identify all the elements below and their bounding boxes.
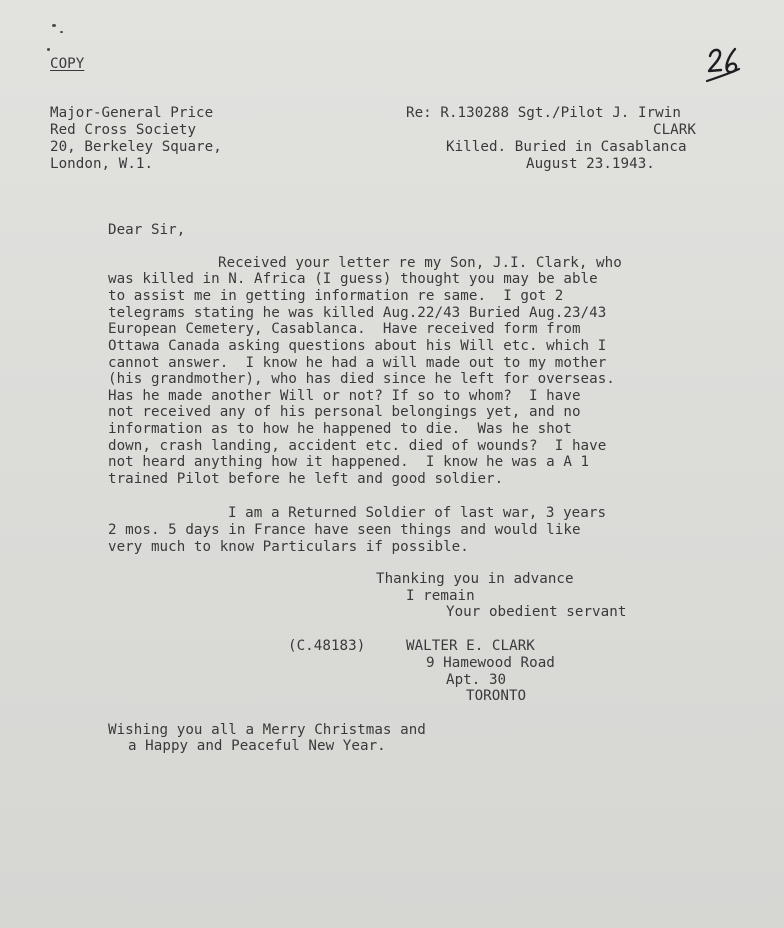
addressee-line: Major-General Price (50, 105, 214, 121)
signer-address-line: TORONTO (466, 688, 527, 704)
postscript-line: a Happy and Peaceful New Year. (128, 738, 386, 754)
postscript-line: Wishing you all a Merry Christmas and (108, 722, 426, 738)
body-line: very much to know Particulars if possible. (108, 539, 469, 555)
reference-line: Re: R.130288 Sgt./Pilot J. Irwin (406, 105, 681, 121)
closing-line: Your obedient servant (446, 604, 627, 620)
paper-speck (52, 24, 56, 27)
body-line: 2 mos. 5 days in France have seen things and would like (108, 522, 581, 538)
file-number: (C.48183) (288, 638, 366, 654)
signer-address-line: Apt. 30 (446, 672, 507, 688)
signer-address-line: 9 Hamewood Road (426, 655, 555, 671)
closing-line: Thanking you in advance (376, 571, 574, 587)
addressee-line: 20, Berkeley Square, (50, 139, 222, 155)
body-line: telegrams stating he was killed Aug.22/43 Buried Aug.23/43 (108, 305, 607, 321)
paper-speck (60, 31, 63, 33)
body-line: trained Pilot before he left and good soldier. (108, 471, 504, 487)
body-line: information as to how he happened to die. Was he shot (108, 421, 572, 437)
reference-line: CLARK (653, 122, 696, 138)
body-line: European Cemetery, Casablanca. Have received form from (108, 321, 581, 337)
body-line: Has he made another Will or not? If so to whom? I have (108, 388, 581, 404)
addressee-line: Red Cross Society (50, 122, 197, 138)
body-line: I am a Returned Soldier of last war, 3 years (228, 505, 607, 521)
signer-name: WALTER E. CLARK (406, 638, 535, 654)
body-line: down, crash landing, accident etc. died of wounds? I have (108, 438, 607, 454)
copy-label: COPY (50, 56, 85, 72)
body-line: not received any of his personal belongings yet, and no (108, 404, 581, 420)
paper-speck (47, 48, 50, 51)
body-line: not heard anything how it happened. I know he was a A 1 (108, 454, 590, 470)
closing-line: I remain (406, 588, 475, 604)
body-line: Ottawa Canada asking questions about his Will etc. which I (108, 338, 607, 354)
reference-line: August 23.1943. (526, 156, 655, 172)
salutation: Dear Sir, (108, 222, 186, 238)
body-line: to assist me in getting information re same. I got 2 (108, 288, 564, 304)
body-line: was killed in N. Africa (I guess) thought you may be able (108, 271, 598, 287)
addressee-line: London, W.1. (50, 156, 154, 172)
body-line: (his grandmother), who has died since he left for overseas. (108, 371, 615, 387)
handwritten-page-number (704, 44, 744, 86)
reference-line: Killed. Buried in Casablanca (446, 139, 687, 155)
body-line: cannot answer. I know he had a will made out to my mother (108, 355, 607, 371)
body-line: Received your letter re my Son, J.I. Clark, who (218, 255, 622, 271)
